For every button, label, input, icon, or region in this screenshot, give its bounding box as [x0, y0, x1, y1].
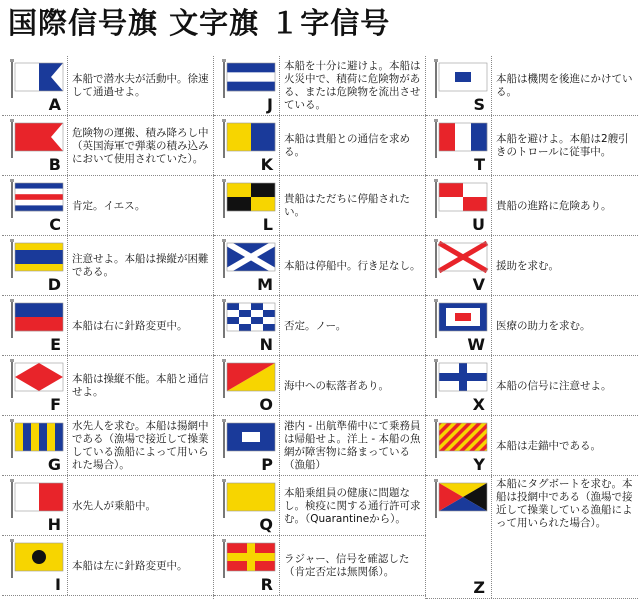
- flag-letter: N: [259, 335, 273, 354]
- flag-row-f: [2, 356, 214, 416]
- flag-cell: [214, 296, 280, 355]
- flag-meaning: [72, 478, 212, 534]
- flag-a-icon: [5, 59, 67, 99]
- flag-cell: [214, 176, 280, 235]
- flag-meaning: [72, 118, 219, 174]
- flag-cell: [426, 236, 492, 295]
- flag-letter: A: [48, 95, 61, 114]
- flag-h-icon: [5, 479, 67, 519]
- flag-meaning: [72, 178, 212, 234]
- flag-meaning-text: 本船を避けよ。本船は2艘引きのトロールに従事中。: [496, 133, 629, 158]
- flag-i-icon: [5, 539, 67, 579]
- flag-column-3: [426, 56, 638, 599]
- flag-letter: P: [261, 455, 273, 474]
- flag-meaning-text: 海中への転落者あり。: [284, 379, 389, 392]
- flag-k-icon: [217, 119, 279, 159]
- flag-meaning: [72, 358, 212, 414]
- flag-m-icon: [217, 239, 279, 279]
- flag-cell: [2, 356, 68, 415]
- flag-letter: U: [472, 215, 485, 234]
- flag-letter: O: [259, 395, 273, 414]
- flag-meaning: [72, 238, 212, 294]
- flag-cell: [214, 236, 280, 295]
- flag-meaning: [72, 298, 212, 354]
- flag-cell: [426, 116, 492, 175]
- flag-meaning: [496, 178, 636, 234]
- flag-cell: [426, 356, 492, 415]
- flag-row-y: [426, 416, 638, 476]
- flag-meaning-text: 本船の信号に注意せよ。: [496, 379, 612, 392]
- flag-row-h: [2, 476, 214, 536]
- flag-cell: [214, 476, 280, 535]
- flag-letter: Q: [259, 515, 273, 534]
- flag-c-icon: [5, 179, 67, 219]
- flag-j-icon: [217, 59, 279, 99]
- flag-cell: [2, 416, 68, 475]
- flag-meaning-text: 本船を十分に避けよ。本船は火災中で、積荷に危険物がある、または危険物を流出させている。: [284, 60, 421, 111]
- flag-letter: L: [262, 215, 273, 234]
- flag-meaning: [284, 358, 424, 414]
- flag-meaning: [284, 178, 424, 234]
- flag-row-j: [214, 56, 426, 116]
- flag-cell: [214, 356, 280, 415]
- flag-letter: S: [473, 95, 485, 114]
- flag-letter: R: [260, 575, 273, 594]
- flag-row-k: [214, 116, 426, 176]
- flag-meaning: [72, 58, 212, 114]
- flag-cell: [2, 536, 68, 595]
- flag-meaning: [284, 538, 424, 594]
- flag-n-icon: [217, 299, 279, 339]
- flag-s-icon: [429, 59, 491, 99]
- flag-letter: D: [47, 275, 61, 294]
- flag-meaning-text: 貴船はただちに停船されたい。: [284, 193, 410, 218]
- flag-table: [2, 56, 638, 599]
- flag-row-t: [426, 116, 638, 176]
- flag-row-g: [2, 416, 214, 476]
- flag-d-icon: [5, 239, 67, 279]
- flag-row-n: [214, 296, 426, 356]
- flag-cell: [426, 476, 492, 598]
- flag-y-icon: [429, 419, 491, 459]
- flag-l-icon: [217, 179, 279, 219]
- flag-meaning-text: 危険物の運搬、積み降ろし中 （英国海軍で弾薬の積み込みにおいて使用されていた）。: [72, 126, 219, 165]
- flag-meaning: [284, 58, 424, 114]
- flag-cell: [2, 296, 68, 355]
- flag-column-1: [2, 56, 219, 599]
- flag-meaning: [284, 238, 424, 294]
- flag-letter: H: [47, 515, 61, 534]
- flag-letter: I: [55, 575, 61, 594]
- flag-cell: [2, 116, 68, 175]
- flag-meaning-text: 本船で潜水夫が活動中。徐速して通過せよ。: [72, 73, 209, 98]
- flag-meaning-text: 本船は貴船との通信を求める。: [284, 133, 410, 158]
- flag-r-icon: [217, 539, 279, 579]
- flag-meaning: [496, 358, 636, 414]
- flag-letter: E: [50, 335, 61, 354]
- flag-cell: [2, 176, 68, 235]
- flag-meaning: [284, 418, 424, 474]
- flag-meaning-text: 貴船の進路に危険あり。: [496, 199, 612, 212]
- flag-meaning: [496, 418, 636, 474]
- flag-cell: [214, 116, 280, 175]
- flag-letter: K: [260, 155, 273, 174]
- flag-o-icon: [217, 359, 279, 399]
- flag-cell: [426, 56, 492, 115]
- flag-x-icon: [429, 359, 491, 399]
- flag-cell: [2, 476, 68, 535]
- flag-meaning: [284, 298, 424, 354]
- flag-row-r: [214, 536, 426, 596]
- flag-cell: [214, 56, 280, 115]
- flag-meaning-text: 援助を求む。: [496, 259, 559, 272]
- flag-letter: J: [267, 95, 273, 114]
- flag-f-icon: [5, 359, 67, 399]
- flag-letter: F: [50, 395, 61, 414]
- flag-z-icon: [429, 479, 491, 519]
- flag-meaning-text: 本船は停船中。行き足なし。: [284, 259, 421, 272]
- flag-meaning-text: 注意せよ。本船は操縦が困難である。: [72, 253, 209, 278]
- flag-cell: [2, 56, 68, 115]
- flag-e-icon: [5, 299, 67, 339]
- flag-b-icon: [5, 119, 67, 159]
- flag-meaning: [72, 538, 212, 594]
- flag-letter: M: [257, 275, 273, 294]
- flag-cell: [214, 536, 280, 595]
- flag-letter: C: [49, 215, 61, 234]
- flag-u-icon: [429, 179, 491, 219]
- flag-column-2: [214, 56, 426, 599]
- flag-meaning: [284, 478, 424, 534]
- flag-meaning-text: 本船は右に針路変更中。: [72, 319, 188, 332]
- flag-meaning-text: 本船乗組員の健康に問題なし。検疫に関する通行許可求む。（Quarantineから）。: [284, 486, 421, 525]
- flag-cell: [426, 176, 492, 235]
- flag-meaning-text: 水先人を求む。本船は揚網中である（漁場で接近して操業している漁船によって用いられた場合）。: [72, 420, 209, 471]
- flag-row-d: [2, 236, 214, 296]
- flag-meaning: [496, 238, 636, 294]
- flag-row-a: [2, 56, 214, 116]
- flag-meaning-text: 医療の助力を求む。: [496, 319, 591, 332]
- flag-meaning-text: 本船にタグボートを求む。本船は投網中である（漁場で接近して操業している漁船によって用いられた場合）。: [496, 478, 633, 529]
- flag-row-v: [426, 236, 638, 296]
- flag-meaning-text: 否定。ノー。: [284, 319, 347, 332]
- flag-letter: V: [472, 275, 485, 294]
- flag-row-o: [214, 356, 426, 416]
- flag-row-e: [2, 296, 214, 356]
- flag-meaning-text: 本船は左に針路変更中。: [72, 559, 188, 572]
- flag-cell: [426, 416, 492, 475]
- flag-meaning-text: 水先人が乗船中。: [72, 499, 156, 512]
- flag-meaning: [496, 118, 636, 174]
- flag-meaning-text: 本船は走錨中である。: [496, 439, 601, 452]
- flag-meaning: [284, 118, 424, 174]
- flag-letter: G: [47, 455, 61, 474]
- flag-row-z: [426, 476, 638, 599]
- flag-row-u: [426, 176, 638, 236]
- flag-row-q: [214, 476, 426, 536]
- flag-v-icon: [429, 239, 491, 279]
- flag-meaning: [72, 418, 212, 474]
- flag-cell: [2, 236, 68, 295]
- flag-letter: W: [467, 335, 485, 354]
- flag-row-c: [2, 176, 214, 236]
- flag-t-icon: [429, 119, 491, 159]
- flag-row-x: [426, 356, 638, 416]
- flag-letter: Z: [473, 578, 485, 597]
- flag-row-l: [214, 176, 426, 236]
- flag-g-icon: [5, 419, 67, 459]
- page-title: 国際信号旗 文字旗 １字信号: [8, 6, 391, 40]
- flag-letter: X: [472, 395, 485, 414]
- flag-row-i: [2, 536, 214, 596]
- flag-cell: [426, 296, 492, 355]
- flag-letter: Y: [473, 455, 485, 474]
- flag-row-b: [2, 116, 219, 176]
- flag-meaning-text: 港内 - 出航準備中にて乗務員は帰船せよ。洋上 - 本船の魚網が障害物に絡まっている（漁船）: [284, 420, 421, 471]
- flag-w-icon: [429, 299, 491, 339]
- flag-letter: B: [48, 155, 61, 174]
- flag-row-w: [426, 296, 638, 356]
- flag-row-s: [426, 56, 638, 116]
- flag-letter: T: [474, 155, 485, 174]
- flag-meaning: [496, 298, 636, 354]
- flag-meaning-text: 肯定。イエス。: [72, 199, 146, 212]
- flag-cell: [214, 416, 280, 475]
- flag-meaning: [496, 478, 636, 534]
- flag-meaning-text: 本船は機関を後進にかけている。: [496, 73, 633, 98]
- flag-meaning: [496, 58, 636, 114]
- flag-q-icon: [217, 479, 279, 519]
- flag-row-p: [214, 416, 426, 476]
- flag-meaning-text: 本船は操縦不能。本船と通信せよ。: [72, 373, 209, 398]
- flag-p-icon: [217, 419, 279, 459]
- flag-row-m: [214, 236, 426, 296]
- flag-meaning-text: ラジャー、信号を確認した（肯定否定は無関係）。: [284, 553, 410, 578]
